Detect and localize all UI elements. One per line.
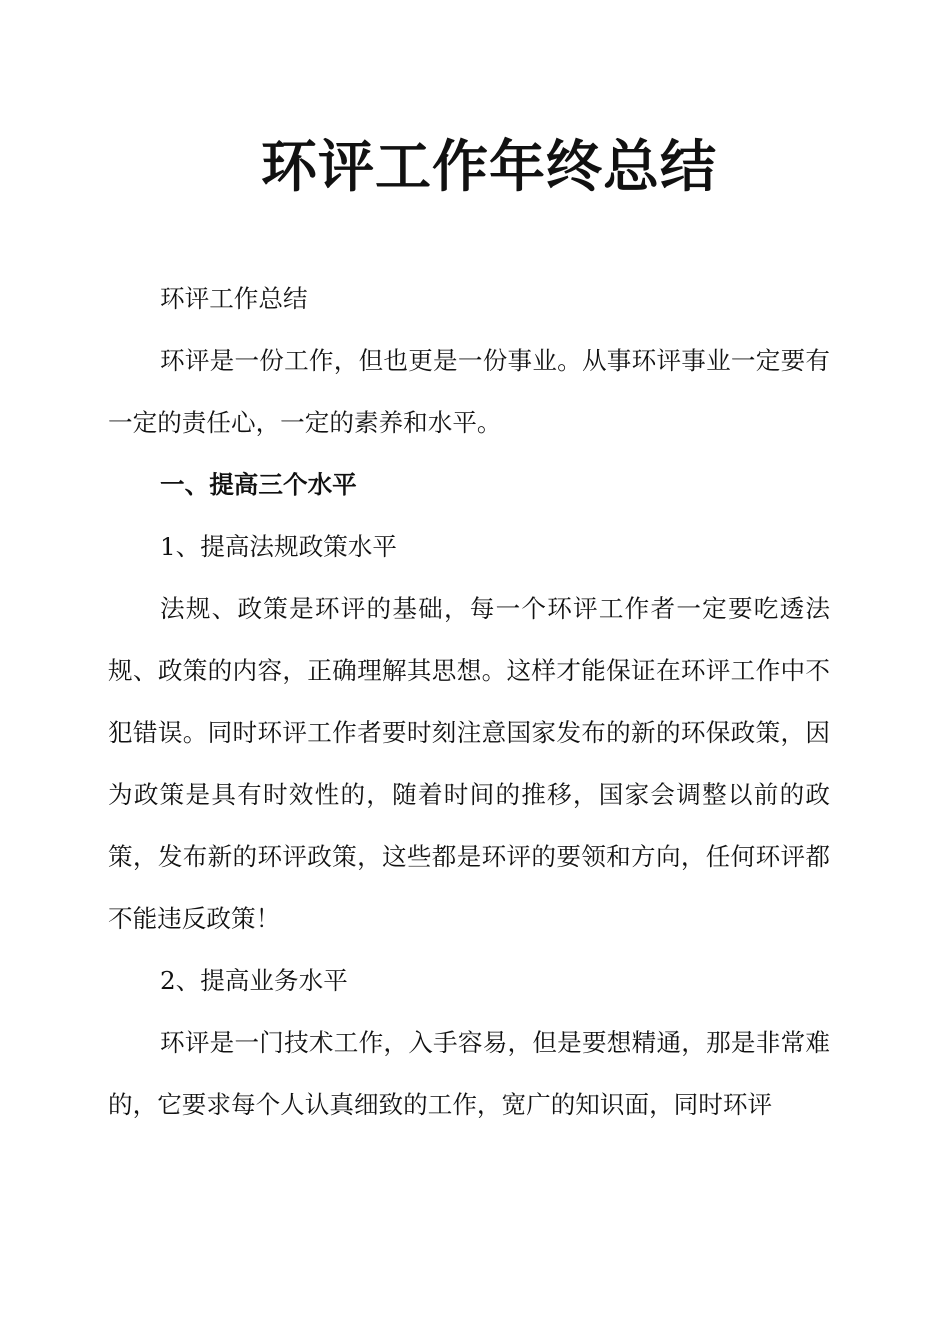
subsection-heading-2: 2、提高业务水平 (160, 966, 348, 995)
document-title: 环评工作年终总结 (261, 135, 717, 200)
paragraph-intro: 环评是一份工作，但也更是一份事业。从事环评事业一定要有一定的责任心，一定的素养和水平。 (108, 346, 830, 437)
paragraph-policy: 法规、政策是环评的基础，每一个环评工作者一定要吃透法规、政策的内容，正确理解其思想。这样才能保证在环评工作中不犯错误。同时环评工作者要时刻注意国家发布的新的环保政策，因为政策是具有时效性的，随着时间的推移，国家会调整以前的政策，发布新的环评政策，这些都是环评的要领和方向，任何环评都不能违反政策！ (108, 594, 830, 933)
paragraph-business: 环评是一门技术工作，入手容易，但是要想精通，那是非常难的，它要求每个人认真细致的工作，宽广的知识面，同时环评 (108, 1028, 830, 1119)
section-heading-1: 一、提高三个水平 (160, 470, 357, 499)
subsection-heading-1: 1、提高法规政策水平 (160, 532, 397, 561)
document-body (108, 268, 830, 1136)
paragraph-subtitle: 环评工作总结 (160, 284, 308, 313)
